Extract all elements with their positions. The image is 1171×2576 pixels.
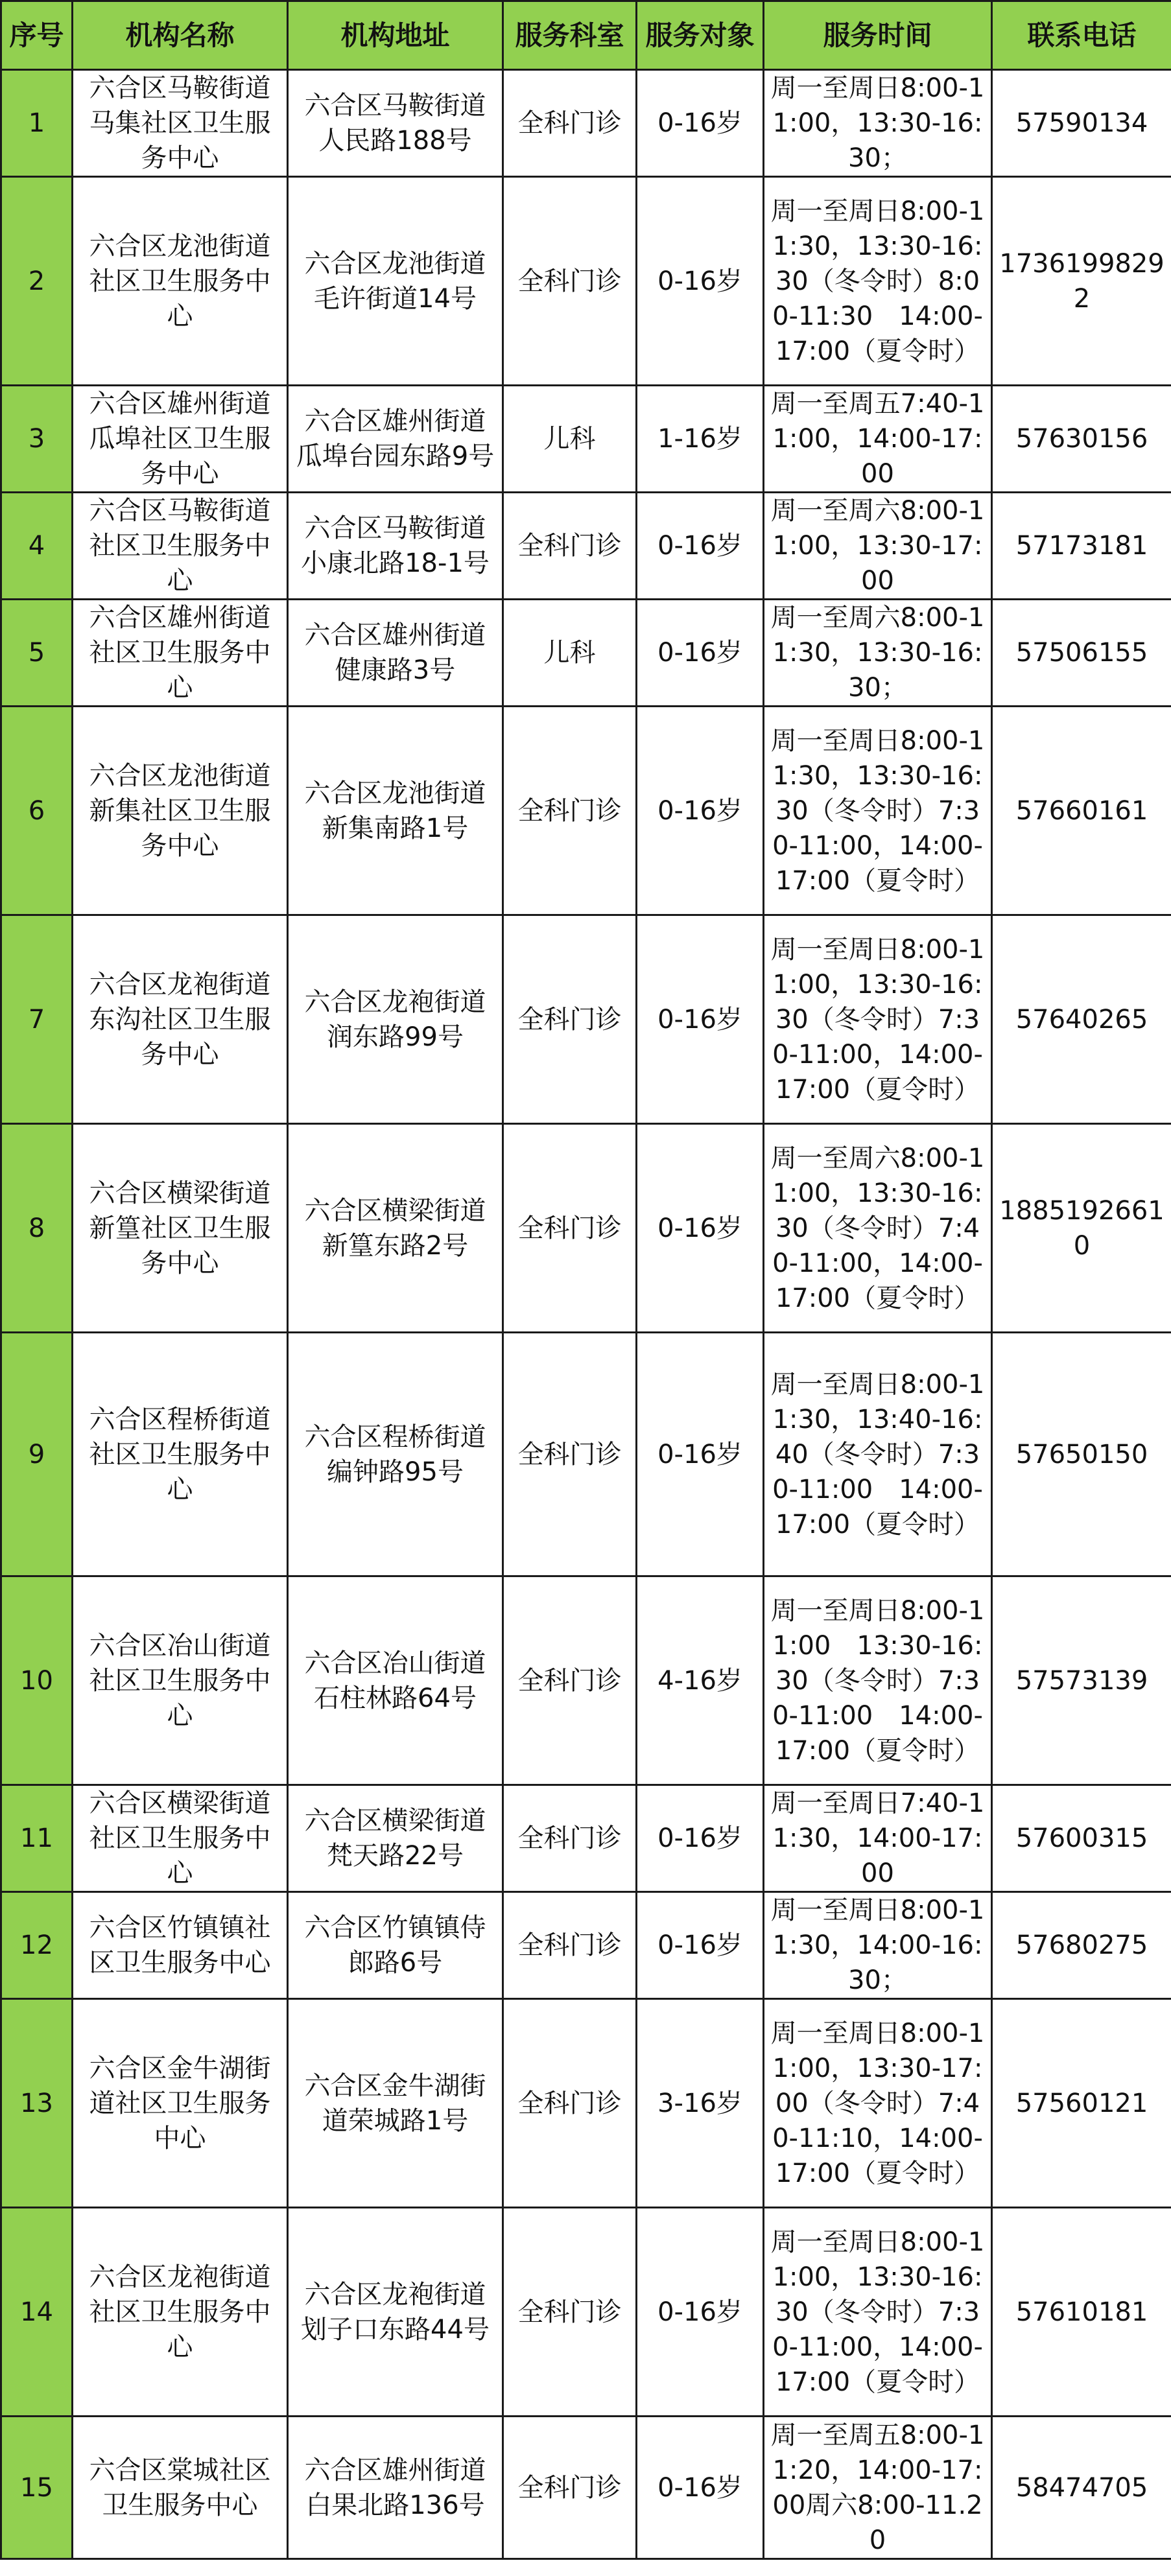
row-target: 0-16岁 <box>637 1892 764 1999</box>
row-target: 0-16岁 <box>637 493 764 600</box>
row-phone: 58474705 <box>992 2417 1171 2559</box>
row-phone: 57640265 <box>992 915 1171 1124</box>
table-row <box>1 1999 1171 2208</box>
row-name: 六合区冶山街道社区卫生服务中心 <box>73 1576 288 1785</box>
row-no: 15 <box>1 2417 73 2559</box>
row-phone: 57600315 <box>992 1785 1171 1892</box>
row-no: 12 <box>1 1892 73 1999</box>
row-dept: 全科门诊 <box>503 1785 637 1892</box>
row-name: 六合区雄州街道社区卫生服务中心 <box>73 600 288 707</box>
row-target: 0-16岁 <box>637 1333 764 1576</box>
row-no: 11 <box>1 1785 73 1892</box>
row-target: 0-16岁 <box>637 1785 764 1892</box>
row-dept: 全科门诊 <box>503 2208 637 2417</box>
row-address: 六合区马鞍街道小康北路18-1号 <box>288 493 503 600</box>
table-row <box>1 1892 1171 1999</box>
table-row <box>1 2417 1171 2559</box>
table-row <box>1 493 1171 600</box>
row-target: 0-16岁 <box>637 70 764 177</box>
row-target: 0-16岁 <box>637 600 764 707</box>
row-no: 13 <box>1 1999 73 2208</box>
table-row <box>1 386 1171 493</box>
row-address: 六合区马鞍街道人民路188号 <box>288 70 503 177</box>
table-row <box>1 600 1171 707</box>
row-time: 周一至周日8:00-11:30，13:30-16:30（冬令时）7:30-11:00，14:00-17:00（夏令时） <box>764 707 992 915</box>
row-time: 周一至周日8:00-11:30，14:00-16:30； <box>764 1892 992 1999</box>
row-address: 六合区横梁街道新篁东路2号 <box>288 1124 503 1333</box>
row-name: 六合区龙池街道新集社区卫生服务中心 <box>73 707 288 915</box>
row-name: 六合区龙袍街道东沟社区卫生服务中心 <box>73 915 288 1124</box>
row-target: 0-16岁 <box>637 2208 764 2417</box>
row-dept: 全科门诊 <box>503 177 637 386</box>
row-dept: 全科门诊 <box>503 915 637 1124</box>
row-address: 六合区程桥街道编钟路95号 <box>288 1333 503 1576</box>
row-no: 9 <box>1 1333 73 1576</box>
row-name: 六合区竹镇镇社区卫生服务中心 <box>73 1892 288 1999</box>
row-dept: 全科门诊 <box>503 1576 637 1785</box>
row-dept: 全科门诊 <box>503 1333 637 1576</box>
row-address: 六合区龙袍街道划子口东路44号 <box>288 2208 503 2417</box>
row-target: 4-16岁 <box>637 1576 764 1785</box>
row-name: 六合区雄州街道瓜埠社区卫生服务中心 <box>73 386 288 493</box>
row-time: 周一至周六8:00-11:00，13:30-16:30（冬令时）7:40-11:00，14:00-17:00（夏令时） <box>764 1124 992 1333</box>
table-row <box>1 707 1171 915</box>
row-phone: 57660161 <box>992 707 1171 915</box>
header-name: 机构名称 <box>73 1 288 70</box>
table-row <box>1 1576 1171 1785</box>
row-time: 周一至周日8:00-11:30，13:40-16:40（冬令时）7:30-11:00 14:00-17:00（夏令时） <box>764 1333 992 1576</box>
row-address: 六合区雄州街道瓜埠台园东路9号 <box>288 386 503 493</box>
row-phone: 57573139 <box>992 1576 1171 1785</box>
row-address: 六合区雄州街道白果北路136号 <box>288 2417 503 2559</box>
row-no: 10 <box>1 1576 73 1785</box>
row-name: 六合区马鞍街道社区卫生服务中心 <box>73 493 288 600</box>
row-address: 六合区雄州街道健康路3号 <box>288 600 503 707</box>
row-dept: 全科门诊 <box>503 70 637 177</box>
table-row <box>1 2208 1171 2417</box>
row-phone: 57610181 <box>992 2208 1171 2417</box>
row-target: 0-16岁 <box>637 707 764 915</box>
row-time: 周一至周六8:00-11:00，13:30-17:00 <box>764 493 992 600</box>
row-name: 六合区横梁街道社区卫生服务中心 <box>73 1785 288 1892</box>
row-address: 六合区龙池街道毛许街道14号 <box>288 177 503 386</box>
row-no: 6 <box>1 707 73 915</box>
row-address: 六合区冶山街道石柱林路64号 <box>288 1576 503 1785</box>
row-name: 六合区横梁街道新篁社区卫生服务中心 <box>73 1124 288 1333</box>
row-phone: 57680275 <box>992 1892 1171 1999</box>
row-target: 0-16岁 <box>637 2417 764 2559</box>
row-dept: 全科门诊 <box>503 2417 637 2559</box>
row-dept: 儿科 <box>503 600 637 707</box>
header-address: 机构地址 <box>288 1 503 70</box>
row-phone: 57650150 <box>992 1333 1171 1576</box>
row-name: 六合区金牛湖街道社区卫生服务中心 <box>73 1999 288 2208</box>
row-phone: 57506155 <box>992 600 1171 707</box>
row-address: 六合区龙池街道新集南路1号 <box>288 707 503 915</box>
row-target: 0-16岁 <box>637 177 764 386</box>
row-no: 14 <box>1 2208 73 2417</box>
header-time: 服务时间 <box>764 1 992 70</box>
header-no: 序号 <box>1 1 73 70</box>
row-target: 0-16岁 <box>637 915 764 1124</box>
row-name: 六合区马鞍街道马集社区卫生服务中心 <box>73 70 288 177</box>
header-dept: 服务科室 <box>503 1 637 70</box>
row-time: 周一至周六8:00-11:30，13:30-16:30； <box>764 600 992 707</box>
row-phone: 57173181 <box>992 493 1171 600</box>
row-time: 周一至周日8:00-11:00，13:30-16:30； <box>764 70 992 177</box>
row-dept: 全科门诊 <box>503 1124 637 1333</box>
row-phone: 57630156 <box>992 386 1171 493</box>
table-row <box>1 1333 1171 1576</box>
row-time: 周一至周日8:00-11:30，13:30-16:30（冬令时）8:00-11:30 14:00-17:00（夏令时） <box>764 177 992 386</box>
row-no: 7 <box>1 915 73 1124</box>
row-name: 六合区棠城社区卫生服务中心 <box>73 2417 288 2559</box>
row-no: 1 <box>1 70 73 177</box>
row-no: 2 <box>1 177 73 386</box>
row-time: 周一至周五7:40-11:00，14:00-17:00 <box>764 386 992 493</box>
row-target: 3-16岁 <box>637 1999 764 2208</box>
header-row <box>1 1 1171 70</box>
table-row <box>1 70 1171 177</box>
row-address: 六合区横梁街道梵天路22号 <box>288 1785 503 1892</box>
row-no: 3 <box>1 386 73 493</box>
row-time: 周一至周日8:00-11:00，13:30-16:30（冬令时）7:30-11:00，14:00-17:00（夏令时） <box>764 915 992 1124</box>
row-phone: 57560121 <box>992 1999 1171 2208</box>
row-dept: 全科门诊 <box>503 707 637 915</box>
row-address: 六合区金牛湖街道荣城路1号 <box>288 1999 503 2208</box>
row-phone: 17361998292 <box>992 177 1171 386</box>
table-row <box>1 1124 1171 1333</box>
row-no: 8 <box>1 1124 73 1333</box>
row-address: 六合区龙袍街道润东路99号 <box>288 915 503 1124</box>
row-address: 六合区竹镇镇侍郎路6号 <box>288 1892 503 1999</box>
row-phone: 18851926610 <box>992 1124 1171 1333</box>
row-time: 周一至周五8:00-11:20，14:00-17:00周六8:00-11.20 <box>764 2417 992 2559</box>
row-name: 六合区龙袍街道社区卫生服务中心 <box>73 2208 288 2417</box>
row-time: 周一至周日8:00-11:00，13:30-17:00（冬令时）7:40-11:10，14:00-17:00（夏令时） <box>764 1999 992 2208</box>
row-phone: 57590134 <box>992 70 1171 177</box>
row-dept: 儿科 <box>503 386 637 493</box>
row-no: 5 <box>1 600 73 707</box>
row-dept: 全科门诊 <box>503 1892 637 1999</box>
row-time: 周一至周日7:40-11:30，14:00-17:00 <box>764 1785 992 1892</box>
row-time: 周一至周日8:00-11:00 13:30-16:30（冬令时）7:30-11:00 14:00-17:00（夏令时） <box>764 1576 992 1785</box>
row-target: 1-16岁 <box>637 386 764 493</box>
row-no: 4 <box>1 493 73 600</box>
header-target: 服务对象 <box>637 1 764 70</box>
table-row <box>1 1785 1171 1892</box>
row-name: 六合区程桥街道社区卫生服务中心 <box>73 1333 288 1576</box>
row-dept: 全科门诊 <box>503 1999 637 2208</box>
row-target: 0-16岁 <box>637 1124 764 1333</box>
table-row <box>1 177 1171 386</box>
table-row <box>1 915 1171 1124</box>
row-time: 周一至周日8:00-11:00，13:30-16:30（冬令时）7:30-11:00，14:00-17:00（夏令时） <box>764 2208 992 2417</box>
row-dept: 全科门诊 <box>503 493 637 600</box>
row-name: 六合区龙池街道社区卫生服务中心 <box>73 177 288 386</box>
header-phone: 联系电话 <box>992 1 1171 70</box>
